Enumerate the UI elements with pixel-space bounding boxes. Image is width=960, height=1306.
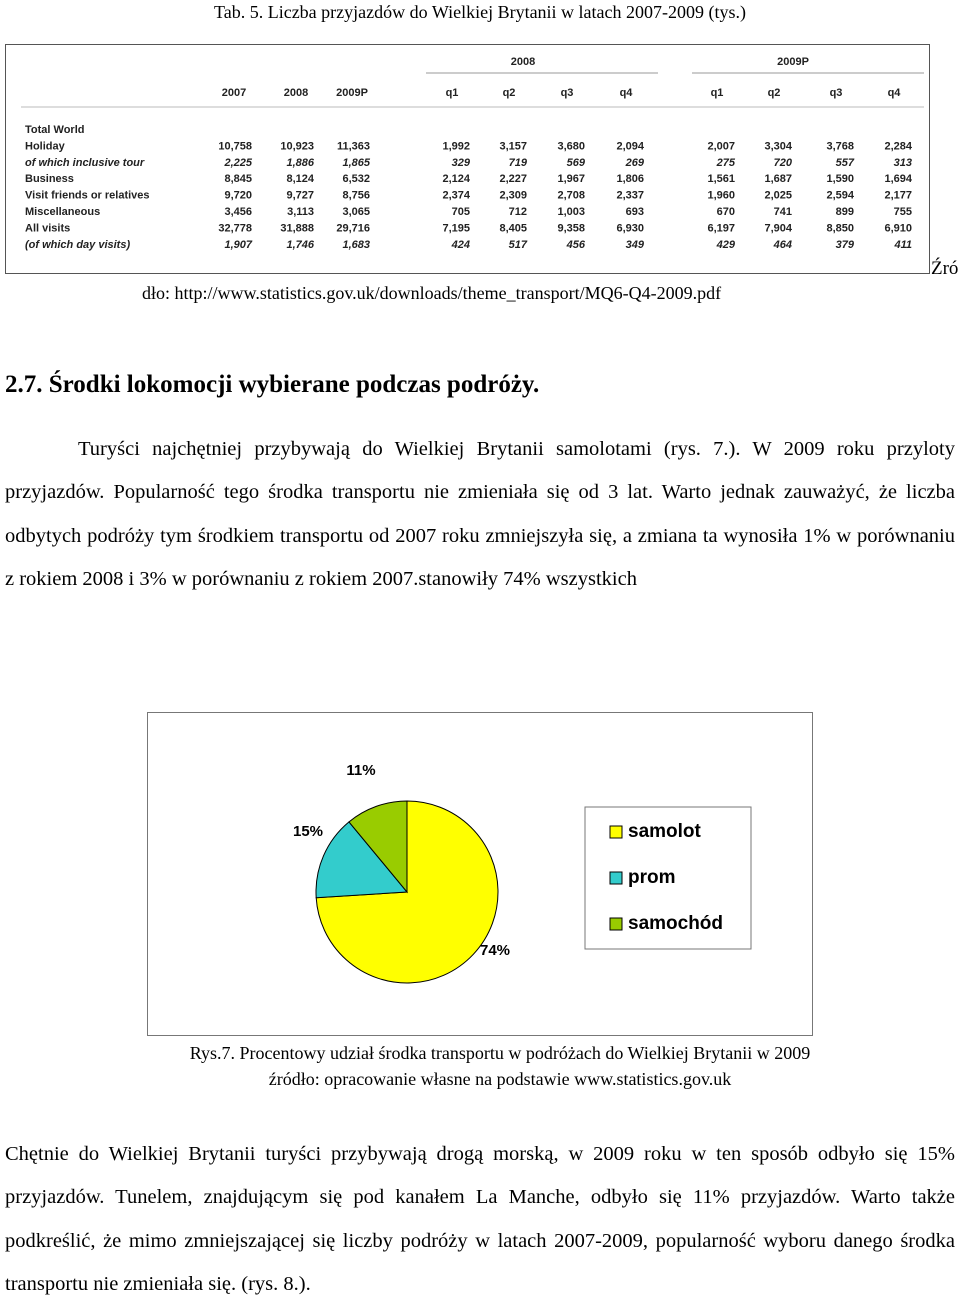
column-header: q4 <box>619 87 633 99</box>
source-url: dło: http://www.statistics.gov.uk/downloads/theme_transport/MQ6-Q4-2009.pdf <box>142 283 722 303</box>
column-header: 2007 <box>221 87 247 99</box>
row-label: Total World <box>25 124 85 136</box>
table-cell: 1,967 <box>557 173 585 186</box>
column-header: q3 <box>829 87 843 99</box>
table-cell: 712 <box>508 206 527 218</box>
legend-label: prom <box>628 867 676 888</box>
group-header: 2009P <box>777 56 809 68</box>
table-cell: 2,124 <box>442 173 470 186</box>
table-cell: 2,007 <box>707 140 735 153</box>
table-cell: 6,532 <box>342 173 370 186</box>
table-cell: 464 <box>773 238 792 251</box>
chart-legend <box>585 807 751 949</box>
table-cell: 705 <box>451 206 470 218</box>
table-cell: 3,768 <box>826 140 854 153</box>
table-cell: 32,778 <box>218 222 252 235</box>
table-cell: 899 <box>835 206 854 218</box>
table-cell: 6,930 <box>616 222 644 235</box>
table-cell: 755 <box>893 206 912 218</box>
table-cell: 9,358 <box>557 222 585 235</box>
table-cell: 1,746 <box>286 238 314 251</box>
table-cell: 3,304 <box>764 140 792 153</box>
table-cell: 1,865 <box>342 156 370 169</box>
table-cell: 741 <box>773 206 792 218</box>
column-header: q2 <box>767 87 781 99</box>
column-header: 2008 <box>283 87 309 99</box>
table-cell: 456 <box>566 238 585 251</box>
table-cell: 2,177 <box>884 189 912 202</box>
table-cell: 349 <box>625 238 644 251</box>
table-cell: 2,337 <box>616 189 644 202</box>
statistics-table-image <box>5 44 930 274</box>
group-header: 2008 <box>510 56 536 68</box>
table-cell: 29,716 <box>336 222 370 235</box>
pie-chart <box>147 712 813 1036</box>
table-cell: 1,694 <box>884 173 912 186</box>
legend-swatch <box>610 826 622 838</box>
table-cell: 313 <box>893 156 912 169</box>
table-cell: 2,708 <box>557 189 585 202</box>
column-header: q2 <box>502 87 516 99</box>
table-cell: 1,992 <box>442 140 470 153</box>
table-cell: 1,960 <box>707 189 735 202</box>
table-cell: 6,197 <box>707 222 735 235</box>
column-header: q1 <box>445 87 459 99</box>
figure-caption: Rys.7. Procentowy udział środka transportu w podróżach do Wielkiej Brytanii w 2009 <box>189 1043 811 1063</box>
table-cell: 557 <box>835 156 854 169</box>
table-cell: 7,904 <box>764 222 792 235</box>
table-cell: 3,680 <box>557 140 585 153</box>
table-cell: 1,907 <box>224 238 252 251</box>
legend-label: samochód <box>628 913 724 934</box>
column-header: q1 <box>710 87 724 99</box>
legend-swatch <box>610 918 622 930</box>
table-cell: 1,683 <box>342 238 370 251</box>
table-cell: 329 <box>451 156 470 169</box>
row-label: All visits <box>25 222 71 235</box>
table-cell: 3,065 <box>342 206 370 218</box>
table-cell: 670 <box>716 206 735 218</box>
column-header: 2009P <box>336 87 368 99</box>
row-label: Business <box>25 173 74 186</box>
row-label: Visit friends or relatives <box>25 189 150 202</box>
slice-value-label: 11% <box>346 762 376 779</box>
table-cell: 2,309 <box>499 189 527 202</box>
table-cell: 269 <box>625 156 644 169</box>
section-heading: 2.7. Środki lokomocji wybierane podczas podróży. <box>5 371 540 398</box>
table-cell: 9,720 <box>224 189 252 202</box>
table-cell: 1,561 <box>707 173 735 186</box>
table-cell: 2,094 <box>616 140 644 153</box>
table-cell: 3,157 <box>499 140 527 153</box>
table-cell: 8,405 <box>499 222 527 235</box>
column-header: q4 <box>887 87 901 99</box>
source-prefix: Źró <box>931 258 959 279</box>
table-cell: 8,850 <box>826 222 854 235</box>
paragraph-sea-travel: Chętnie do Wielkiej Brytanii turyści przybywają drogą morską, w 2009 roku w ten sposób odbyło się 15% przyjazdów. Tunelem, znajdującym się pod kanałem La Manche, odbyło się 11% przyjazdów. Warto także podkreślić, że mimo zmniejszającej się liczby podróży w latach 2007-2009, popularność wyboru danego środka transportu nie zmieniała się. (rys. 8.). <box>5 1143 955 1295</box>
table-cell: 11,363 <box>336 140 370 153</box>
table-cell: 424 <box>451 238 470 251</box>
table-cell: 517 <box>508 238 527 251</box>
row-label: (of which day visits) <box>25 238 131 251</box>
table-cell: 1,886 <box>286 156 314 169</box>
table-cell: 1,003 <box>557 206 585 218</box>
row-label: of which inclusive tour <box>25 156 145 169</box>
table-cell: 2,025 <box>764 189 792 202</box>
table-cell: 7,195 <box>442 222 470 235</box>
paragraph-air-travel: Turyści najchętniej przybywają do Wielkiej Brytanii samolotami (rys. 7.). W 2009 roku przyloty przyjazdów. Popularność tego środka transportu nie zmieniała się od 3 lat. Warto jednak zauważyć, że liczba odbytych podróży tym środkiem transportu od 2007 roku zmniejszyła się, a zmiana ta wynosiła 1% w porównaniu z rokiem 2008 i 3% w porównaniu z rokiem 2007.stanowiły 74% wszystkich <box>5 438 955 590</box>
table-cell: 2,374 <box>442 189 470 202</box>
slice-value-label: 74% <box>479 942 511 959</box>
row-label: Holiday <box>25 140 65 153</box>
column-header: q3 <box>560 87 574 99</box>
table-cell: 6,910 <box>884 222 912 235</box>
slice-value-label: 15% <box>292 823 324 840</box>
table-cell: 569 <box>566 156 585 169</box>
table-cell: 429 <box>716 238 735 251</box>
table-cell: 10,758 <box>218 140 252 153</box>
legend-swatch <box>610 872 622 884</box>
table-cell: 379 <box>835 238 854 251</box>
table-cell: 8,756 <box>342 189 370 202</box>
table-caption: Tab. 5. Liczba przyjazdów do Wielkiej Brytanii w latach 2007-2009 (tys.) <box>213 2 747 22</box>
table-cell: 2,284 <box>884 140 912 153</box>
table-cell: 411 <box>894 238 912 251</box>
table-cell: 3,113 <box>287 206 314 218</box>
table-cell: 10,923 <box>280 140 314 153</box>
table-cell: 9,727 <box>286 189 314 202</box>
table-cell: 2,594 <box>826 189 854 202</box>
figure-source: źródło: opracowanie własne na podstawie www.statistics.gov.uk <box>268 1069 732 1089</box>
table-cell: 720 <box>773 156 792 169</box>
table-cell: 693 <box>625 206 644 218</box>
table-cell: 719 <box>508 156 527 169</box>
table-cell: 31,888 <box>280 222 314 235</box>
table-cell: 8,124 <box>286 173 314 186</box>
row-label: Miscellaneous <box>25 206 101 218</box>
table-cell: 3,456 <box>224 206 252 218</box>
table-cell: 8,845 <box>224 173 252 186</box>
table-cell: 275 <box>716 156 735 169</box>
table-cell: 1,806 <box>616 173 644 186</box>
table-cell: 1,590 <box>826 173 854 186</box>
legend-label: samolot <box>628 821 701 842</box>
table-cell: 2,227 <box>499 173 527 186</box>
table-cell: 1,687 <box>764 173 792 186</box>
table-cell: 2,225 <box>224 156 252 169</box>
